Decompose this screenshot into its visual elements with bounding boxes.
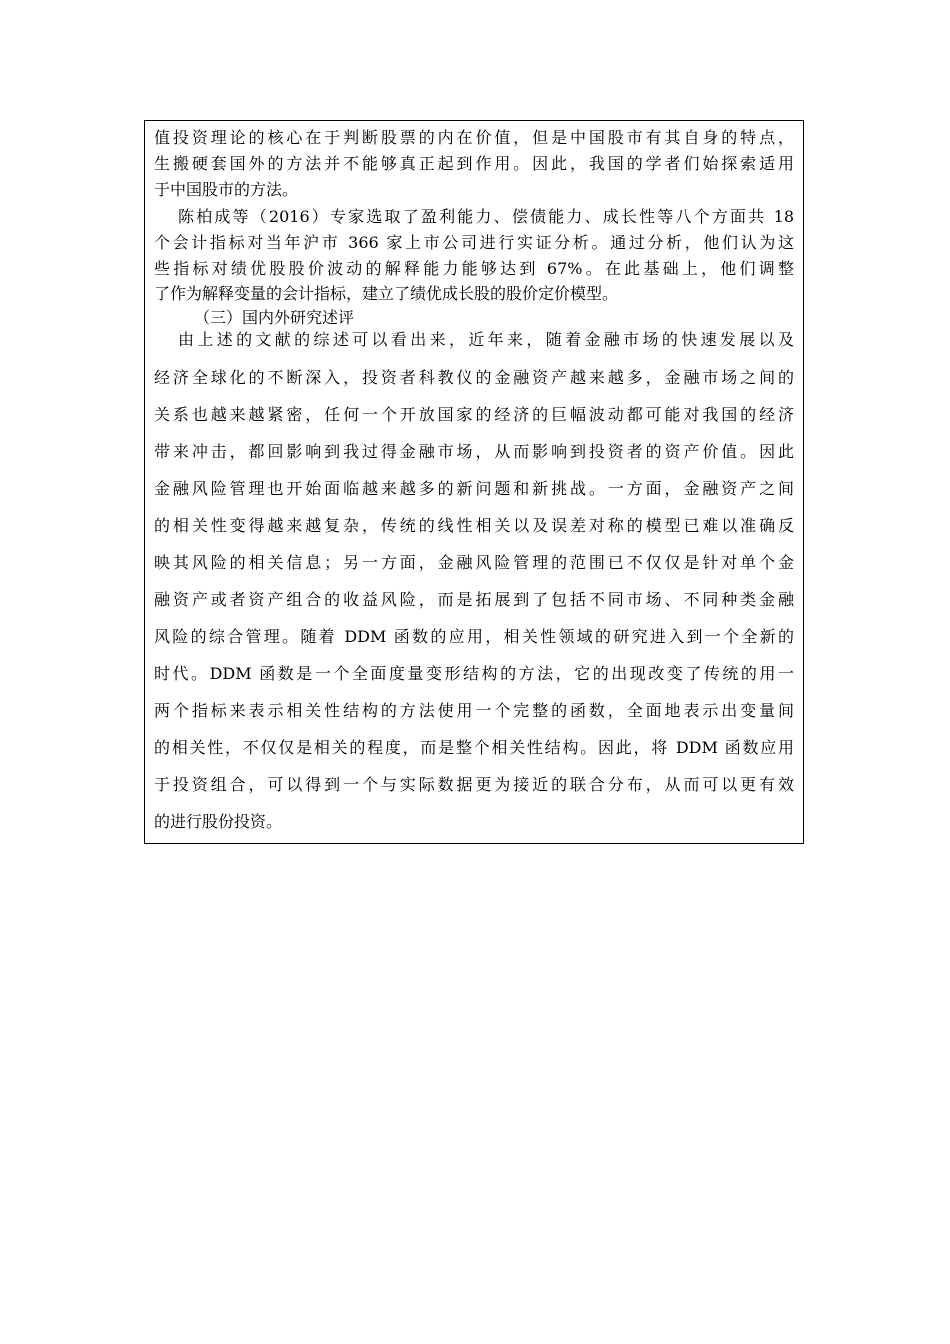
paragraph-line: 些指标对绩优股股价波动的解释能力能够达到 67%。在此基础上，他们调整 xyxy=(154,259,794,278)
paragraph-line: 值投资理论的核心在于判断股票的内在价值，但是中国股市有其自身的特点， xyxy=(154,128,794,147)
paragraph-line: 于中国股市的方法。 xyxy=(154,180,299,199)
paragraph-line: 的相关性变得越来越复杂，传统的线性相关以及误差对称的模型已难以准确反 xyxy=(154,516,794,535)
paragraph-line: 金融风险管理也开始面临越来越多的新问题和新挑战。一方面，金融资产之间 xyxy=(154,479,794,498)
paragraph-line: 陈柏成等（2016）专家选取了盈利能力、偿债能力、成长性等八个方面共 18 xyxy=(178,207,794,226)
paragraph-line: 的相关性，不仅仅是相关的程度，而是整个相关性结构。因此，将 DDM 函数应用 xyxy=(154,738,794,757)
paragraph-line: 带来冲击，都回影响到我过得金融市场，从而影响到投资者的资产价值。因此 xyxy=(154,442,794,461)
paragraph-line: 时代。DDM 函数是一个全面度量变形结构的方法，它的出现改变了传统的用一 xyxy=(154,664,794,683)
section-heading: （三）国内外研究述评 xyxy=(194,308,355,327)
paragraph-line: 关系也越来越紧密，任何一个开放国家的经济的巨幅波动都可能对我国的经济 xyxy=(154,405,794,424)
paragraph-line: 经济全球化的不断深入，投资者科教仪的金融资产越来越多，金融市场之间的 xyxy=(154,368,794,387)
paragraph-line: 于投资组合，可以得到一个与实际数据更为接近的联合分布，从而可以更有效 xyxy=(154,775,794,794)
paragraph-line: 生搬硬套国外的方法并不能够真正起到作用。因此，我国的学者们始探索适用 xyxy=(154,154,794,173)
paragraph-line: 风险的综合管理。随着 DDM 函数的应用，相关性领域的研究进入到一个全新的 xyxy=(154,627,794,646)
paragraph-line: 了作为解释变量的会计指标，建立了绩优成长股的股价定价模型。 xyxy=(154,284,619,303)
paragraph-line: 映其风险的相关信息；另一方面，金融风险管理的范围已不仅仅是针对单个金 xyxy=(154,553,794,572)
paragraph-line: 的进行股份投资。 xyxy=(154,812,283,831)
paragraph-line: 个会计指标对当年沪市 366 家上市公司进行实证分析。通过分析，他们认为这 xyxy=(154,233,794,252)
paragraph-line: 两个指标来表示相关性结构的方法使用一个完整的函数，全面地表示出变量间 xyxy=(154,701,794,720)
paragraph-line: 融资产或者资产组合的收益风险，而是拓展到了包括不同市场、不同种类金融 xyxy=(154,590,794,609)
paragraph-line: 由上述的文献的综述可以看出来，近年来，随着金融市场的快速发展以及 xyxy=(178,330,794,349)
